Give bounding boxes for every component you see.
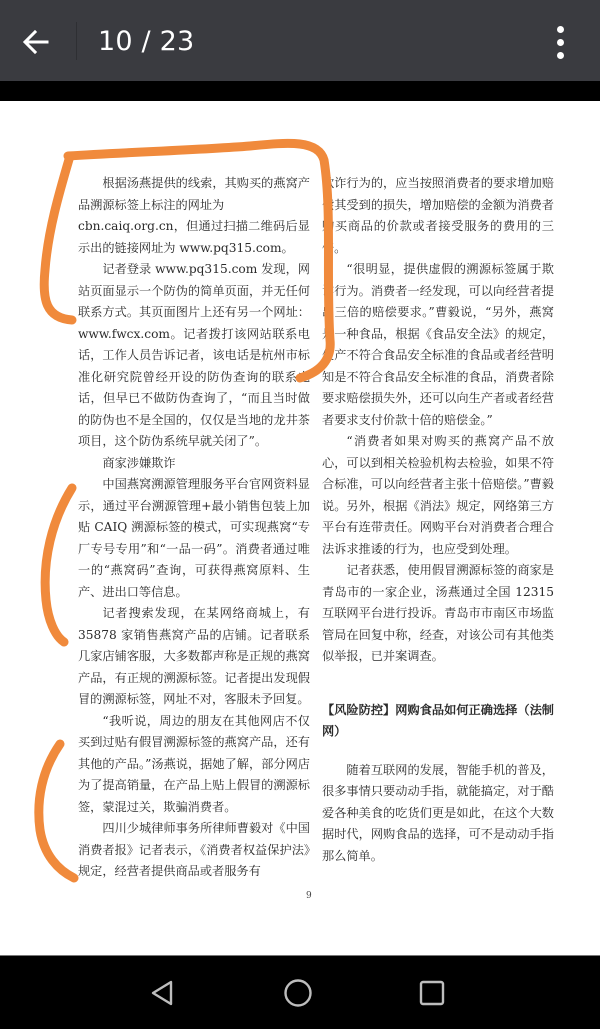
left-column xyxy=(78,173,310,883)
nav-recents-button[interactable] xyxy=(402,956,462,1029)
paragraph: 记者登录 www.pq315.com 发现，网站页面显示一个防伪的简单页面，并无任何联系方式。其页面图片上还有另一个网址：www.fwcx.com。记者拨打该网站联系电话，工作人员告诉记者，该电话是杭州市标准化研究院曾经开设的防伪查询的联系电话，但早已不做防伪查询了，“而且当时做的防伪也不是全国的，仅仅是当地的龙井茶项目，这个防伪系统早就关闭了”。 xyxy=(78,262,310,448)
spacer xyxy=(322,743,554,760)
more-vertical-icon xyxy=(557,26,564,33)
article-heading: 【风险防控】网购食品如何正确选择（法制网） xyxy=(322,702,554,738)
paragraph: cbn.caiq.org.cn，但通过扫描二维码后显示出的链接网址为 www.pq315.com。 xyxy=(78,219,310,255)
toolbar-divider xyxy=(76,22,77,60)
paragraph: 记者搜索发现，在某网络商城上，有 35878 家销售燕窝产品的店铺。记者联系几家店铺客服，大多数都声称是正规的燕窝产品，有正规的溯源标签。记者提出发现假冒的溯源标签，网址不对，客服未予回复。 xyxy=(78,606,310,706)
app-toolbar xyxy=(0,0,600,81)
paragraph: 记者获悉，使用假冒溯源标签的商家是青岛市的一家企业，汤燕通过全国 12315 互联网平台进行投诉。青岛市市南区市场监管局在回复中称，经查，对该公司有其他类似举报，已并案调查。 xyxy=(322,563,554,663)
back-button[interactable] xyxy=(14,20,58,64)
nav-back-button[interactable] xyxy=(133,956,193,1029)
nav-home-circle-icon xyxy=(282,977,314,1009)
nav-home-button[interactable] xyxy=(268,956,328,1029)
system-navigation-bar xyxy=(0,955,600,1029)
more-vertical-icon-dot xyxy=(557,39,564,46)
paragraph: “很明显，提供虚假的溯源标签属于欺诈行为。消费者一经发现，可以向经营者提出三倍的赔偿要求。”曹毅说，“另外，燕窝是一种食品，根据《食品安全法》的规定，生产不符合食品安全标准的食品或者经营明知是不符合食品安全标准的食品，消费者除要求赔偿损失外，还可以向生产者或者经营者要求支付价款十倍的赔偿金。” xyxy=(322,262,554,427)
page-number: 9 xyxy=(306,891,312,901)
paragraph: 欺诈行为的，应当按照消费者的要求增加赔偿其受到的损失，增加赔偿的金额为消费者购买商品的价款或者接受服务的费用的三倍。 xyxy=(322,176,554,255)
section-subheading: 商家涉嫌欺诈 xyxy=(102,455,176,470)
paragraph: 随着互联网的发展，智能手机的普及，很多事情只要动动手指，就能搞定，对于酷爱各种美食的吃货们更是如此，在这个大数据时代，网购食品的选择，可不是动动手指那么简单。 xyxy=(322,762,554,863)
paragraph: 四川少城律师事务所律师曹毅对《中国消费者报》记者表示，《消费者权益保护法》规定，经营者提供商品或者服务有 xyxy=(78,821,310,878)
paragraph: “消费者如果对购买的燕窝产品不放心，可以到相关检验机构去检验，如果不符合标准，可以向经营者主张十倍赔偿。”曹毅说。另外，根据《消法》规定，网络第三方平台有连带责任。网购平台对消费者合理合法诉求推诿的行为，也应受到处理。 xyxy=(322,434,554,556)
nav-back-triangle-icon xyxy=(148,978,178,1008)
more-options-button[interactable] xyxy=(540,20,580,64)
right-column xyxy=(322,173,554,867)
more-vertical-icon-dot xyxy=(557,52,564,59)
arrow-left-icon xyxy=(21,27,51,57)
document-page[interactable] xyxy=(0,101,600,955)
page-indicator: 10 / 23 xyxy=(98,26,195,57)
viewer-gap xyxy=(0,81,600,101)
paragraph: 中国燕窝溯源管理服务平台官网资料显示，通过平台溯源管理+最小销售包装上加贴 CAIQ 溯源标签的模式，可实现燕窝“专厂专号专用”和“一品一码”。消费者通过唯一的“燕窝码”查询，可获得燕窝原料、生产、进出口等信息。 xyxy=(78,477,310,599)
paragraph: 根据汤燕提供的线索，其购买的燕窝产品溯源标签上标注的网址为 xyxy=(78,176,310,212)
paragraph: “我听说，周边的朋友在其他网店不仅买到过贴有假冒溯源标签的燕窝产品，还有其他的产品。”汤燕说，据她了解，部分网店为了提高销量，在产品上贴上假冒的溯源标签，蒙混过关，欺骗消费者。 xyxy=(78,713,310,814)
nav-recents-square-icon xyxy=(417,978,447,1008)
